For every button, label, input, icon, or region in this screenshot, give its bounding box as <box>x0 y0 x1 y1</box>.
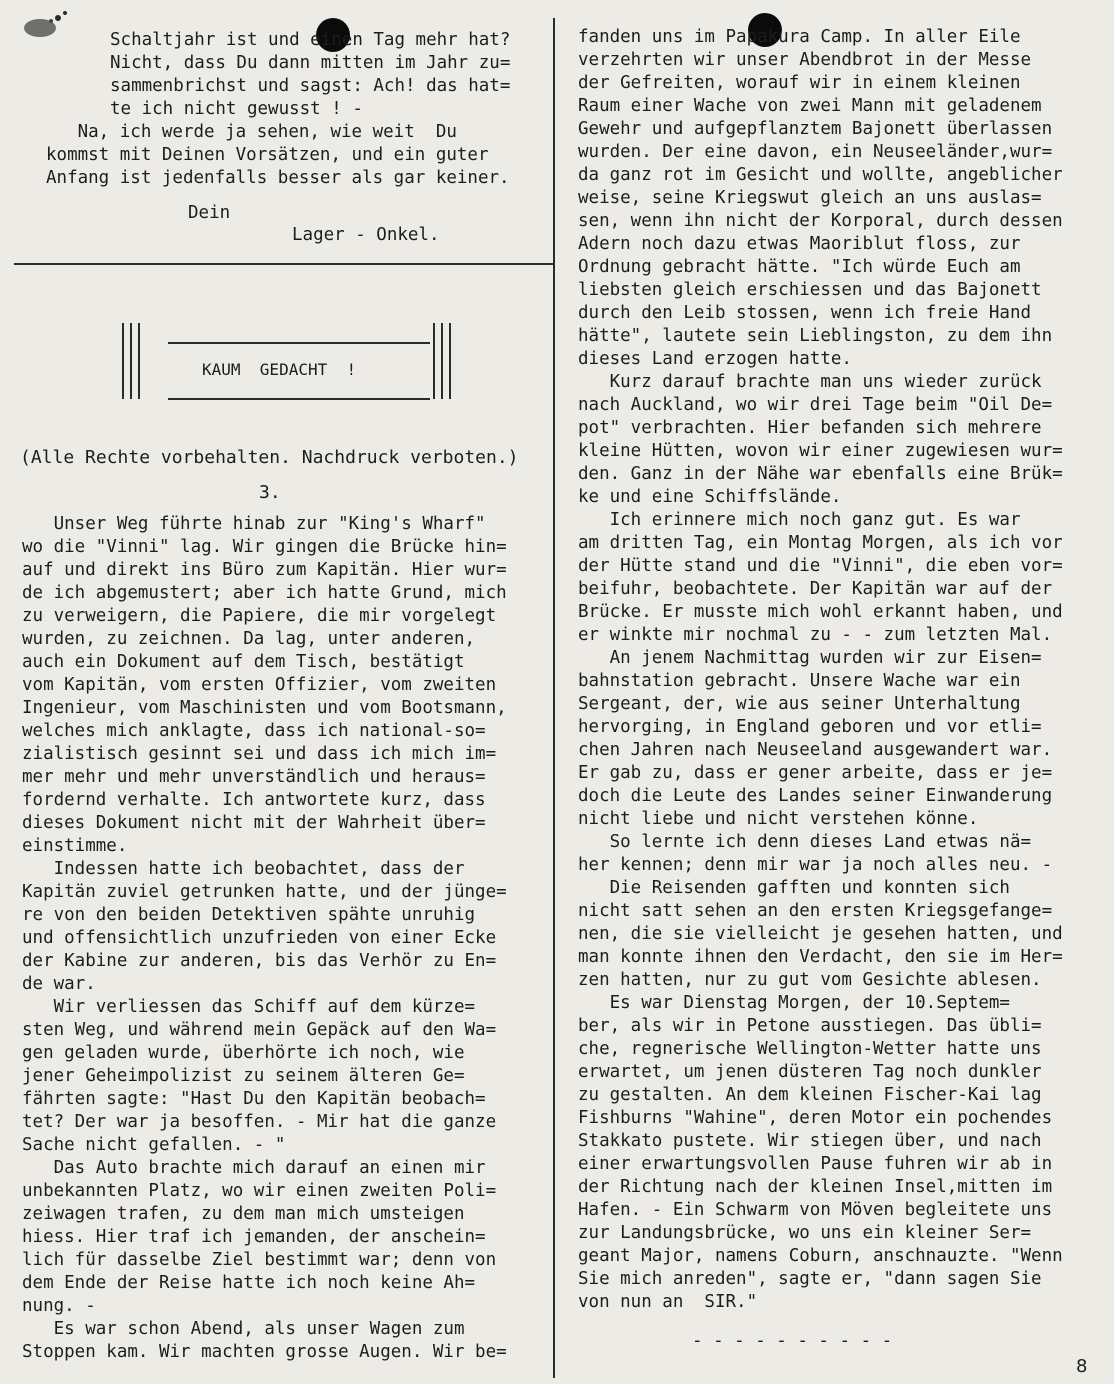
letter-line: Schaltjahr ist und einen Tag mehr hat? <box>110 30 511 50</box>
letter-line: Nicht, dass Du dann mitten im Jahr zu= <box>110 53 511 73</box>
story-line: geant Major, namens Coburn, anschnauzte. "Wenn <box>578 1246 1063 1266</box>
story-line: auch ein Dokument auf dem Tisch, bestätigt <box>22 652 465 672</box>
story-line: wo die "Vinni" lag. Wir gingen die Brücke hin= <box>22 537 507 557</box>
story-line: einer erwartungsvollen Pause fuhren wir ab in <box>578 1154 1053 1174</box>
story-line: Stakkato pustete. Wir stiegen über, und nach <box>578 1131 1042 1151</box>
story-line: gen geladen wurde, überhörte ich noch, wie <box>22 1043 465 1063</box>
story-line: wurden. Der eine davon, ein Neuseeländer,wur= <box>578 142 1053 162</box>
chapter-number: 3. <box>259 482 281 503</box>
story-line: fordernd verhalte. Ich antwortete kurz, dass <box>22 790 486 810</box>
story-line: Es war Dienstag Morgen, der 10.Septem= <box>578 993 1010 1013</box>
story-line: zeiwagen trafen, zu dem man mich umsteigen <box>22 1204 465 1224</box>
story-line: Fishburns "Wahine", deren Motor ein pochendes <box>578 1108 1053 1128</box>
story-line: hervorging, in England geboren und vor etli= <box>578 717 1042 737</box>
story-line: fanden uns im Papakura Camp. In aller Eile <box>578 27 1021 47</box>
story-line: Raum einer Wache von zwei Mann mit geladenem <box>578 96 1042 116</box>
story-line: von nun an SIR." <box>578 1292 758 1312</box>
story-line: zen hatten, nur zu gut vom Gesichte ablesen. <box>578 970 1042 990</box>
story-line: der Richtung nach der kleinen Insel,mitten im <box>578 1177 1053 1197</box>
rights-notice: (Alle Rechte vorbehalten. Nachdruck verboten.) <box>20 447 519 468</box>
story-line: Ingenieur, vom Maschinisten und vom Bootsmann, <box>22 698 507 718</box>
story-line: der Gefreiten, worauf wir in einem kleinen <box>578 73 1021 93</box>
story-line: de war. <box>22 974 96 994</box>
story-line: der Hütte stand und die "Vinni", die eben vor= <box>578 556 1063 576</box>
story-line: An jenem Nachmittag wurden wir zur Eisen= <box>578 648 1042 668</box>
story-line: ke und eine Schiffslände. <box>578 487 842 507</box>
story-line: dieses Dokument nicht mit der Wahrheit über= <box>22 813 486 833</box>
title-bars-right <box>433 323 451 399</box>
story-line: durch den Leib stossen, wenn ich freie Hand <box>578 303 1032 323</box>
story-line: wurden, zu zeichnen. Da lag, unter anderen, <box>22 629 476 649</box>
story-line: Stoppen kam. Wir machten grosse Augen. Wir be= <box>22 1342 507 1362</box>
story-line: jener Geheimpolizist zu seinem älteren Ge= <box>22 1066 465 1086</box>
story-line: sen, wenn ihn nicht der Korporal, durch dessen <box>578 211 1063 231</box>
story-line: zialistisch gesinnt sei und dass ich mich im= <box>22 744 497 764</box>
story-line: sten Weg, und während mein Gepäck auf den Wa= <box>22 1020 497 1040</box>
letter-line: sammenbrichst und sagst: Ach! das hat= <box>110 76 511 96</box>
story-line: nach Auckland, wo wir drei Tage beim "Oil De= <box>578 395 1053 415</box>
story-line: Adern noch dazu etwas Maoriblut floss, zur <box>578 234 1021 254</box>
story-line: Sergeant, der, wie aus seiner Unterhaltung <box>578 694 1021 714</box>
story-line: den. Ganz in der Nähe war ebenfalls eine Brük= <box>578 464 1063 484</box>
story-line: zu gestalten. An dem kleinen Fischer-Kai lag <box>578 1085 1042 1105</box>
story-line: zur Landungsbrücke, wo uns ein kleiner Ser= <box>578 1223 1032 1243</box>
story-line: Das Auto brachte mich darauf an einen mir <box>22 1158 486 1178</box>
letter-line: Na, ich werde ja sehen, wie weit Du <box>46 122 457 142</box>
story-line: Indessen hatte ich beobachtet, dass der <box>22 859 465 879</box>
story-line: Die Reisenden gafften und konnten sich <box>578 878 1010 898</box>
story-line: mer mehr und mehr unverständlich und heraus= <box>22 767 486 787</box>
story-line: kleine Hütten, wovon wir einer zugewiesen wur= <box>578 441 1063 461</box>
story-line: beifuhr, beobachtete. Der Kapitän war auf der <box>578 579 1053 599</box>
letter-closing: Dein <box>188 203 231 223</box>
story-line: lich für dasselbe Ziel bestimmt war; denn von <box>22 1250 497 1270</box>
story-line: da ganz rot im Gesicht und wollte, angeblicher <box>578 165 1063 185</box>
story-line: Sie mich anreden", sagte er, "dann sagen Sie <box>578 1269 1042 1289</box>
story-line: Sache nicht gefallen. - " <box>22 1135 286 1155</box>
story-line: unbekannten Platz, wo wir einen zweiten Poli= <box>22 1181 497 1201</box>
story-line: chen Jahren nach Neuseeland ausgewandert war. <box>578 740 1053 760</box>
column-divider <box>553 18 555 1378</box>
story-line: tet? Der war ja besoffen. - Mir hat die ganze <box>22 1112 497 1132</box>
story-line: dieses Land erzogen hatte. <box>578 349 852 369</box>
story-line: Wir verliessen das Schiff auf dem kürze= <box>22 997 476 1017</box>
story-line: er winkte mir nochmal zu - - zum letzten Mal. <box>578 625 1053 645</box>
story-line: verzehrten wir unser Abendbrot in der Messe <box>578 50 1032 70</box>
story-line: So lernte ich denn dieses Land etwas nä= <box>578 832 1032 852</box>
story-line: Brücke. Er musste mich wohl erkannt haben, und <box>578 602 1063 622</box>
story-line: Kurz darauf brachte man uns wieder zurück <box>578 372 1042 392</box>
letter-signature: Lager - Onkel. <box>292 225 440 245</box>
letter-line: Anfang ist jedenfalls besser als gar keiner. <box>46 168 510 188</box>
story-line: Gewehr und aufgepflanztem Bajonett überlassen <box>578 119 1053 139</box>
story-line: nicht satt sehen an den ersten Kriegsgefange= <box>578 901 1053 921</box>
story-line: doch die Leute des Landes seiner Einwanderung <box>578 786 1053 806</box>
story-line: Hafen. - Ein Schwarm von Möven begleitete uns <box>578 1200 1053 1220</box>
story-line: Er gab zu, dass er gener arbeite, dass er je= <box>578 763 1053 783</box>
story-line: weise, seine Kriegswut gleich an uns auslas= <box>578 188 1042 208</box>
story-line: hätte", lautete sein Lieblingston, zu dem ihn <box>578 326 1053 346</box>
story-line: re von den beiden Detektiven spähte unruhig <box>22 905 476 925</box>
story-line: ber, als wir in Petone ausstiegen. Das übli= <box>578 1016 1042 1036</box>
story-line: Kapitän zuviel getrunken hatte, und der jünge= <box>22 882 507 902</box>
story-line: und offensichtlich unzufrieden von einer Ecke <box>22 928 497 948</box>
section-rule <box>14 263 554 265</box>
story-line: pot" verbrachten. Hier befanden sich mehrere <box>578 418 1042 438</box>
story-line: bahnstation gebracht. Unsere Wache war ein <box>578 671 1021 691</box>
story-line: einstimme. <box>22 836 128 856</box>
story-line: vom Kapitän, vom ersten Offizier, vom zweiten <box>22 675 497 695</box>
story-line: Ich erinnere mich noch ganz gut. Es war <box>578 510 1021 530</box>
story-line: der Kabine zur anderen, bis das Verhör zu En= <box>22 951 497 971</box>
story-line: che, regnerische Wellington-Wetter hatte uns <box>578 1039 1042 1059</box>
page-number: 8 <box>1076 1356 1088 1377</box>
story-line: erwartet, um jenen düsteren Tag noch dunkler <box>578 1062 1042 1082</box>
story-line: fährten sagte: "Hast Du den Kapitän beobach= <box>22 1089 486 1109</box>
story-line: de ich abgemustert; aber ich hatte Grund, mich <box>22 583 507 603</box>
ink-smudge <box>18 6 78 40</box>
story-line: zu verweigern, die Papiere, die mir vorgelegt <box>22 606 497 626</box>
story-line: Ordnung gebracht hätte. "Ich würde Euch am <box>578 257 1021 277</box>
story-line: liebsten gleich erschiessen und das Bajonett <box>578 280 1042 300</box>
story-line: nung. - <box>22 1296 96 1316</box>
story-line: Unser Weg führte hinab zur "King's Wharf" <box>22 514 486 534</box>
story-line: nen, die sie vielleicht je gesehen hatten, und <box>578 924 1063 944</box>
letter-line: kommst mit Deinen Vorsätzen, und ein guter <box>46 145 489 165</box>
title-bars-left <box>122 323 140 399</box>
story-line: man konnte ihnen den Verdacht, den sie im Her= <box>578 947 1063 967</box>
story-line: nicht liebe und nicht verstehen könne. <box>578 809 979 829</box>
story-line: welches mich anklagte, dass ich national-so= <box>22 721 486 741</box>
story-line: dem Ende der Reise hatte ich noch keine Ah= <box>22 1273 476 1293</box>
end-mark: - - - - - - - - - - <box>692 1331 893 1351</box>
story-line: her kennen; denn mir war ja noch alles neu. - <box>578 855 1053 875</box>
story-line: am dritten Tag, ein Montag Morgen, als ich vor <box>578 533 1063 553</box>
story-line: hiess. Hier traf ich jemanden, der anschein= <box>22 1227 486 1247</box>
letter-line: te ich nicht gewusst ! - <box>110 99 363 119</box>
story-title: KAUM GEDACHT ! <box>202 360 357 379</box>
story-line: auf und direkt ins Büro zum Kapitän. Hier wur= <box>22 560 507 580</box>
story-line: Es war schon Abend, als unser Wagen zum <box>22 1319 465 1339</box>
